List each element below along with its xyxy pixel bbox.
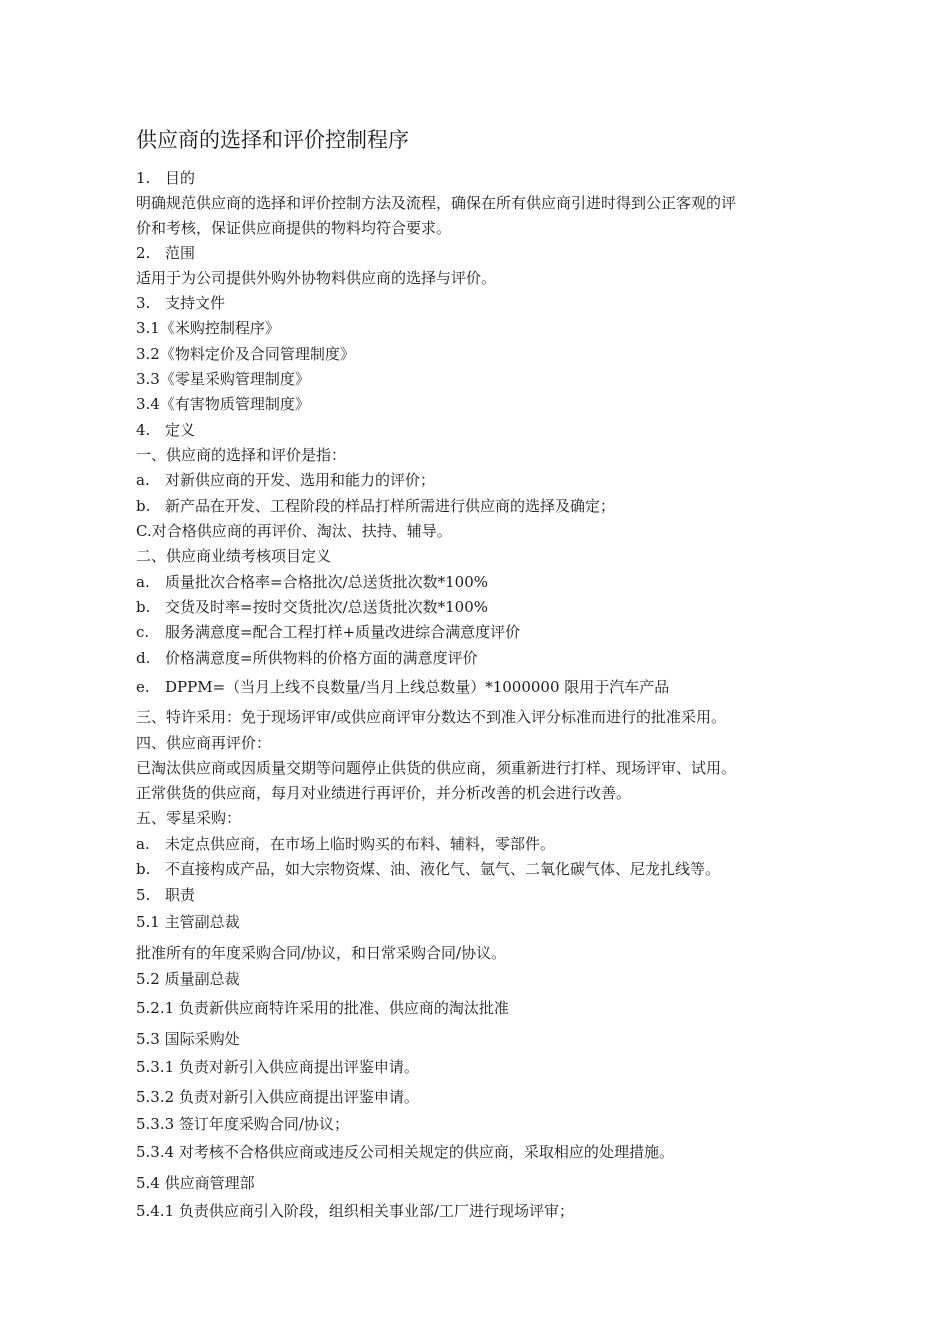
line-text: 交货及时率=按时交货批次/总送货批次数*100% [165,598,489,616]
document-line [136,420,195,440]
list-number: 3. [136,294,151,312]
line-text: 5.3 国际采购处 [136,1030,240,1048]
document-line [136,293,225,313]
line-text: 对新供应商的开发、选用和能力的评价； [165,471,436,489]
line-text: 5.2.1 负责新供应商特许采用的批准、供应商的淘汰批准 [136,999,509,1017]
line-text: 明确规范供应商的选择和评价控制方法及流程，确保在所有供应商引进时得到公正客观的评 [136,194,737,212]
line-text: 3.4《有害物质管理制度》 [136,395,310,413]
line-text: 5.1 主管副总裁 [136,913,240,931]
document-line [136,546,331,566]
document-line [136,783,631,803]
line-text: 3.2《物料定价及合同管理制度》 [136,345,355,363]
document-line [136,470,435,490]
list-number: c. [136,623,150,641]
document-line [136,707,726,727]
document-line [136,318,280,338]
list-number: 2. [136,244,151,262]
line-text: 5.4.1 负责供应商引入阶段，组织相关事业部/工厂进行现场评审； [136,1202,574,1220]
document-line [136,859,720,879]
line-text: 定义 [165,421,196,439]
list-number: a. [136,573,150,591]
line-text: 正常供货的供应商，每月对业绩进行再评价，并分析改善的机会进行改善。 [136,784,632,802]
line-text: 5.3.3 签订年度采购合同/协议； [136,1115,349,1133]
line-text: 适用于为公司提供外购外协物料供应商的选择与评价。 [136,269,497,287]
list-number: b. [136,598,151,616]
document-line [136,572,488,592]
document-line [136,218,451,238]
line-text: 3.3《零星采购管理制度》 [136,370,310,388]
document-line [136,1114,349,1134]
document-line [136,521,452,541]
document-line [136,733,271,753]
list-number: d. [136,649,151,667]
line-text: 价格满意度=所供物料的价格方面的满意度评价 [165,649,478,667]
line-text: 质量批次合格率=合格批次/总送货批次数*100% [165,573,489,591]
document-line [136,808,241,828]
line-text: 新产品在开发、工程阶段的样品打样所需进行供应商的选择及确定； [165,497,616,515]
line-text: 价和考核，保证供应商提供的物料均符合要求。 [136,219,452,237]
document-line [136,344,355,364]
list-number: 5. [136,886,151,904]
document-line [136,1173,255,1193]
document-line [136,912,240,932]
document-line [136,168,195,188]
line-text: 五、零星采购： [136,809,242,827]
document-line [136,885,195,905]
page-title: 供应商的选择和评价控制程序 [136,128,409,152]
document-line [136,998,509,1018]
document-line [136,369,310,389]
line-text: 5.3.4 对考核不合格供应商或违反公司相关规定的供应商，采取相应的处理措施。 [136,1143,674,1161]
line-text: 目的 [165,169,196,187]
line-text: 5.3.2 负责对新引入供应商提出评鉴申请。 [136,1088,419,1106]
document-line [136,597,488,617]
line-text: 批准所有的年度采购合同/协议，和日常采购合同/协议。 [136,944,507,962]
line-text: 5.2 质量副总裁 [136,970,240,988]
line-text: 3.1《米购控制程序》 [136,319,280,337]
line-text: 范围 [165,244,196,262]
document-line [136,834,555,854]
line-text: DPPM=（当月上线不良数量/当月上线总数量）*1000000 限用于汽车产品 [165,678,670,696]
document-line [136,394,310,414]
line-text: 已淘汰供应商或因质量交期等问题停止供货的供应商，须重新进行打样、现场评审、试用。 [136,759,737,777]
list-number: a. [136,471,150,489]
document-line [136,243,195,263]
document-line [136,622,520,642]
line-text: 5.3.1 负责对新引入供应商提出评鉴申请。 [136,1058,419,1076]
line-text: 职责 [165,886,196,904]
line-text: 三、特许采用：免于现场评审/或供应商评审分数达不到准入评分标准而进行的批准采用。 [136,708,727,726]
line-text: 未定点供应商，在市场上临时购买的布料、辅料，零部件。 [165,835,556,853]
line-text: 服务满意度=配合工程打样+质量改进综合满意度评价 [165,623,521,641]
document-line [136,1142,674,1162]
list-number: e. [136,678,150,696]
document-line [136,758,736,778]
document-line [136,1029,240,1049]
list-number: 4. [136,421,151,439]
line-text: 二、供应商业绩考核项目定义 [136,547,332,565]
document-line [136,445,346,465]
document-line [136,943,506,963]
list-number: 1. [136,169,151,187]
line-text: 一、供应商的选择和评价是指： [136,446,347,464]
list-number: a. [136,835,150,853]
line-text: 支持文件 [165,294,226,312]
list-number: b. [136,497,151,515]
line-text: 5.4 供应商管理部 [136,1174,255,1192]
document-line [136,969,240,989]
line-text: 四、供应商再评价： [136,734,272,752]
document-line [136,1057,419,1077]
document-line [136,496,615,516]
line-text: C.对合格供应商的再评价、淘汰、扶持、辅导。 [136,522,452,540]
document-line [136,193,736,213]
document-line [136,1087,419,1107]
document-line [136,268,496,288]
line-text: 不直接构成产品，如大宗物资煤、油、液化气、氩气、二氧化碳气体、尼龙扎线等。 [165,860,721,878]
document-line [136,1201,574,1221]
list-number: b. [136,860,151,878]
document-line [136,677,669,697]
document-line [136,648,478,668]
